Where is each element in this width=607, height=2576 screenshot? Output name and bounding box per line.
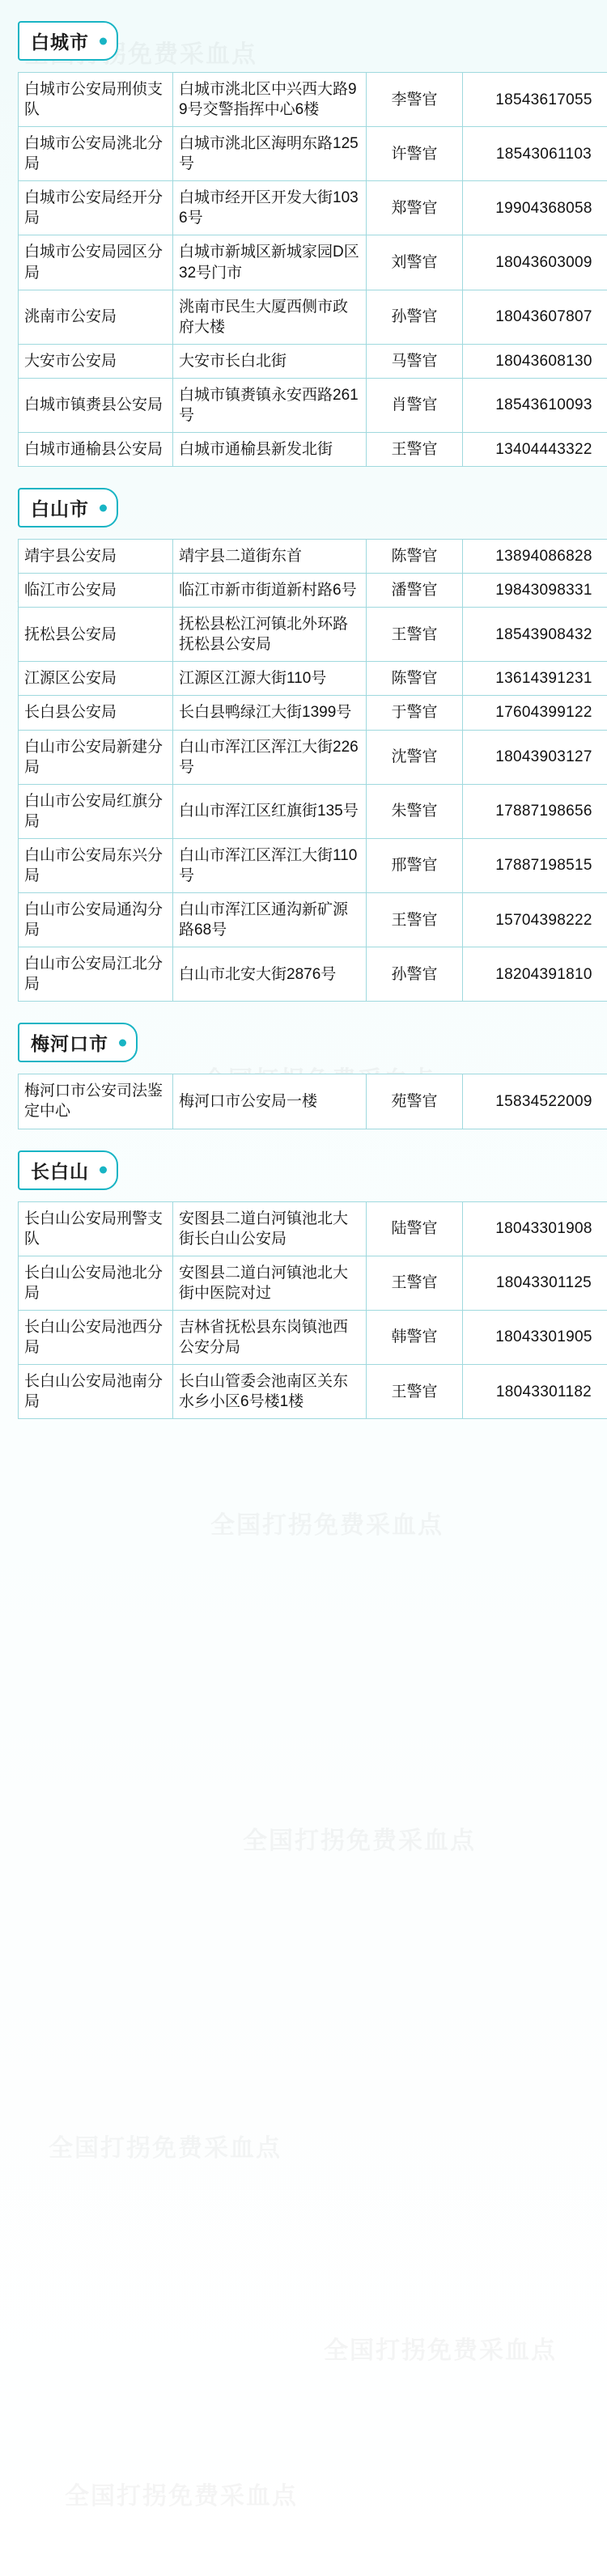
section-header: [18, 1023, 138, 1062]
cell-address: 大安市长白北街: [173, 344, 367, 378]
cell-officer-name: 于警官: [367, 696, 463, 730]
cell-phone[interactable]: 18043301905: [463, 1310, 607, 1364]
cell-phone[interactable]: 18543908432: [463, 608, 607, 662]
cell-officer-name: 马警官: [367, 344, 463, 378]
cell-unit: 白山市公安局红旗分局: [19, 784, 173, 838]
cell-address: 白山市浑江区浑江大街110号: [173, 838, 367, 892]
cell-phone[interactable]: 15704398222: [463, 893, 607, 947]
cell-address: 靖宇县二道街东首: [173, 540, 367, 574]
cell-phone[interactable]: 18043301125: [463, 1256, 607, 1310]
table-row: [19, 540, 607, 574]
cell-address: 白山市浑江区红旗街135号: [173, 784, 367, 838]
cell-phone[interactable]: 18043301908: [463, 1201, 607, 1256]
cell-unit: 长白县公安局: [19, 696, 173, 730]
cell-address: 抚松县松江河镇北外环路抚松县公安局: [173, 608, 367, 662]
contact-table: [18, 1201, 607, 1420]
table-row: [19, 608, 607, 662]
cell-unit: 抚松县公安局: [19, 608, 173, 662]
cell-unit: 靖宇县公安局: [19, 540, 173, 574]
table-row: [19, 344, 607, 378]
cell-unit: 白城市公安局洮北分局: [19, 127, 173, 181]
watermark: [324, 2330, 557, 2366]
table-row: [19, 73, 607, 127]
contact-table: [18, 539, 607, 1002]
cell-address: 安图县二道白河镇池北大街长白山公安局: [173, 1201, 367, 1256]
cell-unit: 长白山公安局池西分局: [19, 1310, 173, 1364]
cell-phone[interactable]: 18543061103: [463, 127, 607, 181]
table-row: [19, 1310, 607, 1364]
table-row: [19, 378, 607, 432]
section-title: 白山市: [18, 488, 118, 527]
cell-unit: 长白山公安局池北分局: [19, 1256, 173, 1310]
cell-unit: 白山市公安局东兴分局: [19, 838, 173, 892]
cell-officer-name: 韩警官: [367, 1310, 463, 1364]
cell-officer-name: 王警官: [367, 893, 463, 947]
cell-phone[interactable]: 17604399122: [463, 696, 607, 730]
section-header: [18, 21, 118, 61]
watermark: [65, 2476, 298, 2511]
cell-unit: 白山市公安局新建分局: [19, 730, 173, 784]
table-row: [19, 730, 607, 784]
cell-officer-name: 王警官: [367, 608, 463, 662]
cell-address: 安图县二道白河镇池北大街中医院对过: [173, 1256, 367, 1310]
cell-phone[interactable]: 13894086828: [463, 540, 607, 574]
cell-unit: 长白山公安局刑警支队: [19, 1201, 173, 1256]
cell-unit: 洮南市公安局: [19, 290, 173, 344]
cell-officer-name: 朱警官: [367, 784, 463, 838]
cell-unit: 白城市镇赉县公安局: [19, 378, 173, 432]
cell-address: 长白山管委会池南区关东水乡小区6号楼1楼: [173, 1364, 367, 1418]
cell-officer-name: 陆警官: [367, 1201, 463, 1256]
table-row: [19, 662, 607, 696]
cell-officer-name: 肖警官: [367, 378, 463, 432]
table-row: [19, 1256, 607, 1310]
table-row: [19, 1074, 607, 1129]
cell-officer-name: 郑警官: [367, 181, 463, 235]
cell-officer-name: 邢警官: [367, 838, 463, 892]
section-header: [18, 488, 118, 527]
table-row: [19, 947, 607, 1002]
cell-address: 白城市洮北区海明东路125号: [173, 127, 367, 181]
cell-address: 白山市浑江区浑江大街226号: [173, 730, 367, 784]
cell-unit: 白城市公安局刑侦支队: [19, 73, 173, 127]
cell-address: 长白县鸭绿江大街1399号: [173, 696, 367, 730]
table-row: [19, 181, 607, 235]
cell-phone[interactable]: 19904368058: [463, 181, 607, 235]
cell-phone[interactable]: 18043607807: [463, 290, 607, 344]
cell-phone[interactable]: 19843098331: [463, 574, 607, 608]
cell-phone[interactable]: 15834522009: [463, 1074, 607, 1129]
cell-unit: 白城市公安局园区分局: [19, 235, 173, 290]
cell-address: 梅河口市公安局一楼: [173, 1074, 367, 1129]
section-header: [18, 1150, 118, 1190]
cell-officer-name: 许警官: [367, 127, 463, 181]
cell-phone[interactable]: 18543617055: [463, 73, 607, 127]
table-row: [19, 893, 607, 947]
cell-officer-name: 孙警官: [367, 947, 463, 1002]
cell-phone[interactable]: 17887198515: [463, 838, 607, 892]
cell-phone[interactable]: 18543610093: [463, 378, 607, 432]
cell-officer-name: 刘警官: [367, 235, 463, 290]
cell-unit: 大安市公安局: [19, 344, 173, 378]
table-row: [19, 235, 607, 290]
cell-unit: 江源区公安局: [19, 662, 173, 696]
cell-phone[interactable]: 18204391810: [463, 947, 607, 1002]
table-row: [19, 574, 607, 608]
cell-address: 白城市镇赉镇永安西路261号: [173, 378, 367, 432]
cell-phone[interactable]: 13404443322: [463, 433, 607, 467]
table-row: [19, 433, 607, 467]
cell-address: 白山市浑江区通沟新矿源路68号: [173, 893, 367, 947]
cell-officer-name: 王警官: [367, 433, 463, 467]
cell-officer-name: 陈警官: [367, 662, 463, 696]
cell-officer-name: 陈警官: [367, 540, 463, 574]
table-row: [19, 696, 607, 730]
table-row: [19, 1364, 607, 1418]
cell-address: 吉林省抚松县东岗镇池西公安分局: [173, 1310, 367, 1364]
cell-address: 白城市洮北区中兴西大路99号交警指挥中心6楼: [173, 73, 367, 127]
watermark: [210, 1505, 444, 1540]
cell-unit: 白山市公安局江北分局: [19, 947, 173, 1002]
cell-unit: 长白山公安局池南分局: [19, 1364, 173, 1418]
cell-address: 白山市北安大街2876号: [173, 947, 367, 1002]
cell-officer-name: 苑警官: [367, 1074, 463, 1129]
table-row: [19, 290, 607, 344]
cell-unit: 临江市公安局: [19, 574, 173, 608]
cell-unit: 梅河口市公安司法鉴定中心: [19, 1074, 173, 1129]
cell-officer-name: 孙警官: [367, 290, 463, 344]
watermark: [243, 1820, 476, 1856]
cell-phone[interactable]: 18043603009: [463, 235, 607, 290]
contact-table: [18, 1074, 607, 1129]
table-row: [19, 838, 607, 892]
cell-phone[interactable]: 18043301182: [463, 1364, 607, 1418]
cell-officer-name: 沈警官: [367, 730, 463, 784]
table-row: [19, 784, 607, 838]
cell-officer-name: 潘警官: [367, 574, 463, 608]
cell-address: 洮南市民生大厦西侧市政府大楼: [173, 290, 367, 344]
cell-phone[interactable]: 17887198656: [463, 784, 607, 838]
cell-address: 白城市通榆县新发北街: [173, 433, 367, 467]
table-row: [19, 1201, 607, 1256]
watermark: [49, 2128, 282, 2163]
cell-officer-name: 李警官: [367, 73, 463, 127]
cell-phone[interactable]: 13614391231: [463, 662, 607, 696]
cell-officer-name: 王警官: [367, 1364, 463, 1418]
cell-unit: 白城市通榆县公安局: [19, 433, 173, 467]
cell-address: 临江市新市街道新村路6号: [173, 574, 367, 608]
cell-unit: 白山市公安局通沟分局: [19, 893, 173, 947]
cell-address: 白城市经开区开发大街1036号: [173, 181, 367, 235]
cell-officer-name: 王警官: [367, 1256, 463, 1310]
cell-phone[interactable]: 18043903127: [463, 730, 607, 784]
contact-table: [18, 72, 607, 467]
section-title: 白城市: [18, 21, 118, 61]
section-title: 梅河口市: [18, 1023, 138, 1062]
table-row: [19, 127, 607, 181]
cell-unit: 白城市公安局经开分局: [19, 181, 173, 235]
cell-phone[interactable]: 18043608130: [463, 344, 607, 378]
cell-address: 白城市新城区新城家园D区32号门市: [173, 235, 367, 290]
cell-address: 江源区江源大街110号: [173, 662, 367, 696]
section-title: 长白山: [18, 1150, 118, 1190]
